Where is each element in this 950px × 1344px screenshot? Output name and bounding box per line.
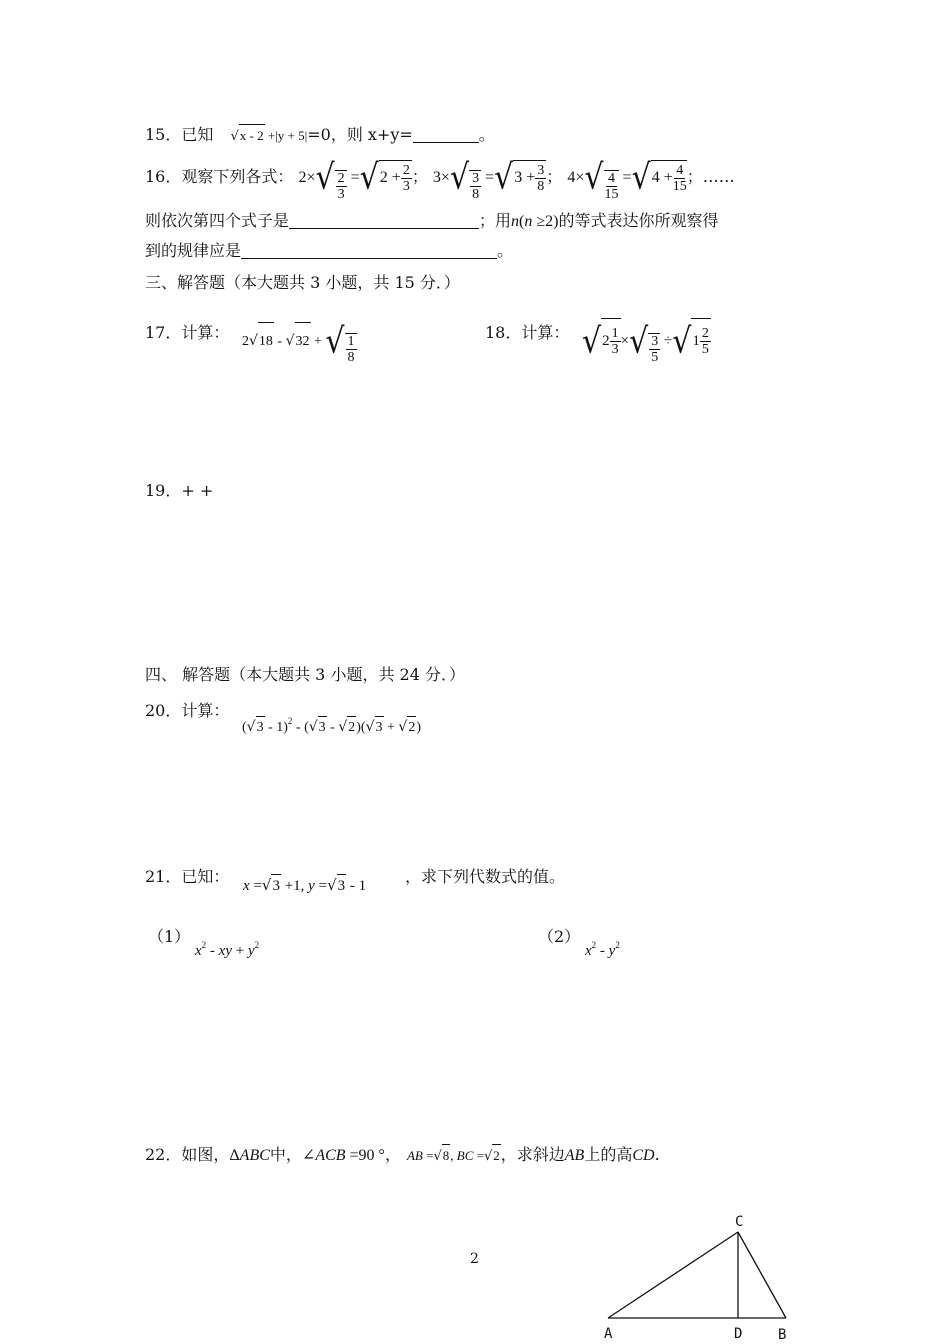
q16-sep-1: ；: [411, 167, 428, 186]
q16-n-paren: (: [519, 213, 525, 230]
q22-tail3: .: [654, 1145, 660, 1164]
q21-given: x =√3 +1, y =√3 - 1: [243, 874, 366, 897]
q21-part-2-expr: $x^2 - y^2$: [585, 940, 620, 959]
q21-label: 21．已知：: [145, 867, 230, 886]
q16-sep-2: ；: [546, 167, 563, 186]
question-19: 19．+ +: [145, 481, 214, 500]
q21-part-1-expr: $x^2$ - xy + $y^2$: [195, 940, 260, 959]
question-20: [145, 700, 229, 722]
q16-label: 16．观察下列各式：: [145, 167, 294, 186]
q15-label: 15．已知: [145, 125, 214, 144]
q16-line3: 到的规律应是: [145, 241, 242, 260]
q17-label: 17．计算：: [145, 323, 230, 342]
q22-comma: ，: [384, 1145, 401, 1164]
q22-angle: ∠ACB =90 °: [301, 1147, 385, 1164]
q22-cd: CD: [632, 1147, 655, 1164]
q15-mid: =0，则 x+y=: [307, 125, 413, 144]
q16-line2-a: 则依次第四个式子是: [145, 211, 290, 230]
q20-label: 20．计算：: [145, 701, 230, 720]
q22-tail2: 上的高: [584, 1145, 633, 1164]
section-3-heading: 三、解答题（本大题共 3 小题，共 15 分．）: [145, 273, 460, 292]
q21-tail: ，求下列代数式的值。: [405, 867, 566, 886]
question-16: [145, 157, 735, 202]
q18-expression: √2 1 3 ×√ 3 5 ÷√1 2 5: [582, 318, 711, 365]
q21-part-2-label: （2）: [538, 927, 581, 946]
q16-formula-3: 4×√ 4 15 =√4 + 4 15: [567, 157, 687, 202]
q16-line-2: [145, 210, 718, 233]
q18-label: 18．计算：: [485, 323, 570, 342]
side-cb: [738, 1232, 786, 1318]
q22-zhong: 中，: [269, 1145, 302, 1164]
q22-tail1: ，求斜边: [500, 1145, 565, 1164]
q16-n-var: n: [524, 213, 533, 230]
triangle-figure: [598, 1206, 798, 1344]
q16-n-ge: ≥2): [532, 213, 559, 230]
q16-line3-end: 。: [497, 241, 514, 260]
label-d: D: [734, 1326, 743, 1342]
q16-line2-b: ；用: [479, 211, 512, 230]
q17-expression: 2√18 - √32 + √ 1 8: [242, 321, 355, 365]
question-17: [145, 322, 229, 344]
q16-formula-2: 3×√ 3 8 =√3 + 3 8: [432, 157, 545, 202]
q20-expression: (√3 - 1)$^2$ - (√3 - √2)(√3 + √2): [242, 710, 421, 739]
label-c: C: [735, 1214, 744, 1230]
side-ac: [608, 1232, 738, 1318]
q16-n-condition: n: [511, 213, 520, 230]
question-15: [145, 124, 495, 148]
question-22: [145, 1144, 660, 1168]
label-a: A: [604, 1326, 613, 1342]
q16-dots: ……: [702, 167, 735, 186]
q16-blank-1[interactable]: [289, 212, 479, 229]
section-4-heading: 四、 解答题（本大题共 3 小题，共 24 分．）: [145, 665, 465, 684]
q16-formula-1: 2×√ 2 3 =√2 + 2 3: [298, 157, 410, 202]
q16-line-3: [145, 240, 513, 262]
page-number: 2: [470, 1251, 479, 1267]
q21-part-1-label: （1）: [148, 927, 191, 946]
question-18: [485, 322, 569, 344]
q16-line2-c: 的等式表达你所观察得: [558, 211, 719, 230]
q15-end: 。: [478, 125, 495, 144]
question-21: [145, 866, 229, 888]
q22-ab: AB: [564, 1147, 585, 1164]
q16-blank-2[interactable]: [241, 242, 497, 259]
q22-label: 22．如图，: [145, 1145, 230, 1164]
q22-sides: AB =√8, BC =√2: [407, 1148, 501, 1163]
label-b: B: [778, 1327, 787, 1343]
q15-answer-blank[interactable]: [413, 126, 479, 143]
q16-sep-3: ；: [686, 167, 703, 186]
q22-triangle: ΔABC: [229, 1147, 270, 1164]
q15-expression: √x - 2 +|y + 5|: [230, 128, 307, 143]
